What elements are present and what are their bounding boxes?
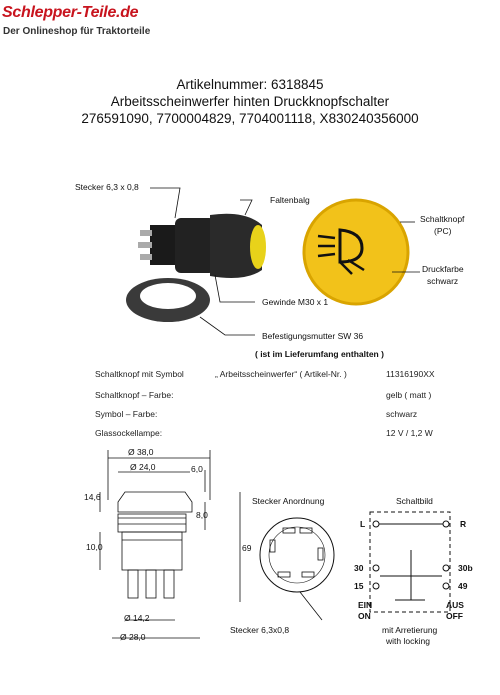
pin-30: 30 <box>354 563 364 573</box>
spec-value-knopf-farbe: gelb ( matt ) <box>386 390 432 400</box>
article-title: Arbeitsscheinwerfer hinten Druckknopfschalter <box>110 94 390 109</box>
label-schaltbild: Schaltbild <box>396 496 433 506</box>
pin-R: R <box>460 519 467 529</box>
connector-layout-drawing <box>260 518 334 620</box>
technical-drawing <box>0 440 500 695</box>
article-number: Artikelnummer: 6318845 <box>176 77 324 92</box>
pin-L: L <box>360 519 366 529</box>
dim-8: 8,0 <box>196 510 208 520</box>
switch-body-drawing <box>138 214 266 278</box>
label-gewinde: Gewinde M30 x 1 <box>262 297 329 307</box>
pin-49: 49 <box>458 581 468 591</box>
label-locking: with locking <box>386 636 430 646</box>
label-on: ON <box>358 611 371 621</box>
label-schwarz: schwarz <box>427 276 459 286</box>
label-stecker-63: Stecker 6,3x0,8 <box>230 625 290 635</box>
dim-d38: Ø 38,0 <box>128 447 154 457</box>
dim-69: 69 <box>242 543 252 553</box>
schematic-drawing <box>370 512 450 612</box>
label-off: OFF <box>446 611 463 621</box>
dim-6: 6,0 <box>191 464 203 474</box>
label-druckfarbe: Druckfarbe <box>422 264 464 274</box>
yellow-knob-drawing <box>304 200 408 304</box>
label-aus: AUS <box>446 600 464 610</box>
label-lieferumfang: ( ist im Lieferumfang enthalten ) <box>255 349 384 359</box>
dim-10: 10,0 <box>86 542 103 552</box>
site-tagline: Der Onlineshop für Traktorteile <box>3 26 151 37</box>
spec-value-symbol-farbe: schwarz <box>386 409 418 419</box>
spec-label-knopf-farbe: Schaltknopf – Farbe: <box>95 390 174 400</box>
spec-middle-symbol: „ Arbeitsscheinwerfer“ ( Artikel-Nr. ) <box>215 369 347 379</box>
pin-15: 15 <box>354 581 364 591</box>
label-stecker: Stecker 6,3 x 0,8 <box>75 182 139 192</box>
spec-label-lampe: Glassockellampe: <box>95 428 163 438</box>
site-logo[interactable]: Schlepper-Teile.de <box>2 4 139 21</box>
spec-label-symbol-farbe: Symbol – Farbe: <box>95 409 158 419</box>
product-illustration <box>0 170 500 350</box>
label-ein: EIN <box>358 600 373 610</box>
dim-d142: Ø 14,2 <box>124 613 150 623</box>
spec-label-symbol: Schaltknopf mit Symbol <box>95 369 184 379</box>
label-stecker-anordnung: Stecker Anordnung <box>252 496 325 506</box>
spec-value-lampe: 12 V / 1,2 W <box>386 428 433 438</box>
article-ref-numbers: 276591090, 7700004829, 7704001118, X830240356000 <box>81 111 419 126</box>
label-schaltknopf: Schaltknopf <box>420 214 465 224</box>
dim-146: 14,6 <box>84 492 101 502</box>
dim-d28: Ø 28,0 <box>120 632 146 642</box>
pin-30b: 30b <box>458 563 473 573</box>
label-schaltknopf-pc: (PC) <box>434 226 452 236</box>
dim-d24: Ø 24,0 <box>130 462 156 472</box>
nut-drawing <box>126 278 210 322</box>
spec-value-symbol: 11316190XX <box>386 369 435 379</box>
label-faltenbalg: Faltenbalg <box>270 195 310 205</box>
label-arretierung: mit Arretierung <box>382 625 438 635</box>
label-befestigung: Befestigungsmutter SW 36 <box>262 331 364 341</box>
